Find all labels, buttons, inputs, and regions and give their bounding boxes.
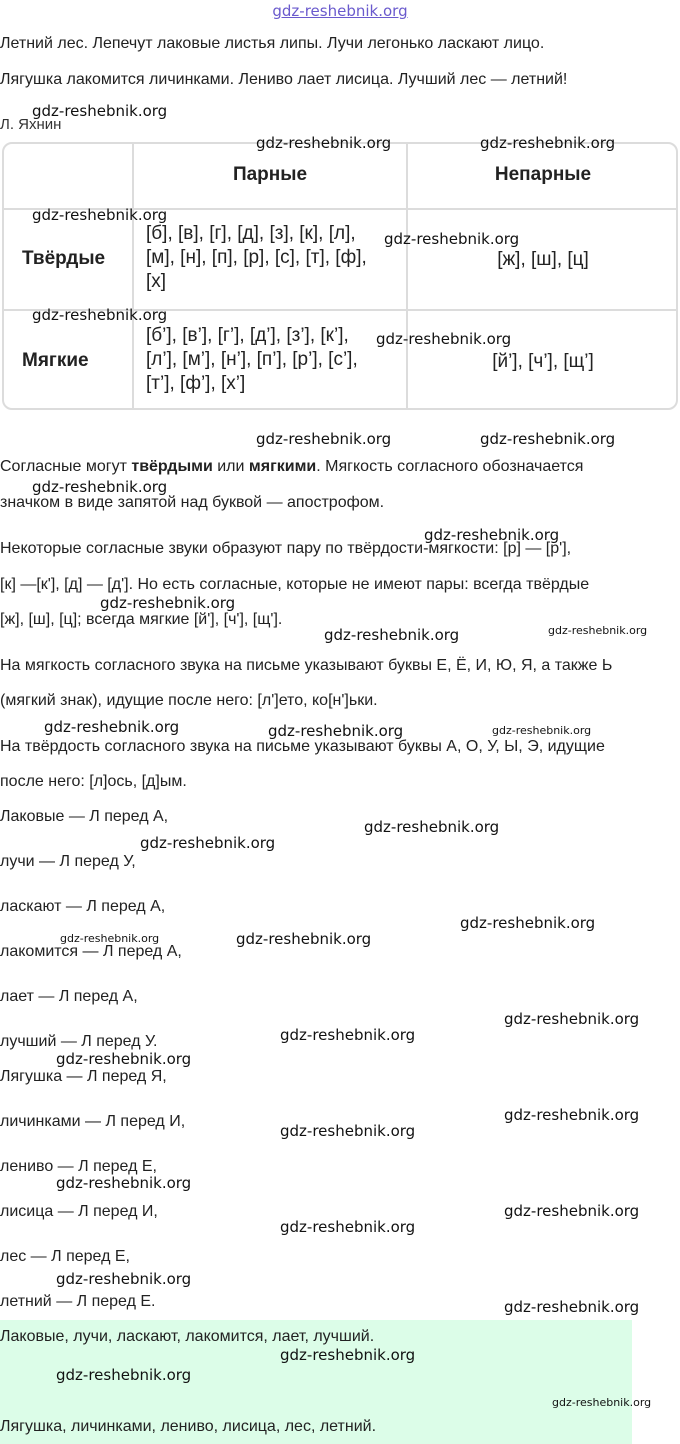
watermark: gdz-reshebnik.org — [256, 430, 392, 448]
watermark: gdz-reshebnik.org — [256, 134, 392, 152]
theory-p2-line-3: [ж], [ш], [ц]; всегда мягкие [й'], [ч'], [щ']. — [0, 611, 283, 628]
header-unpaired: Непарные — [494, 164, 592, 185]
watermark: gdz-reshebnik.org — [552, 1396, 652, 1409]
watermark: gdz-reshebnik.org — [280, 1346, 416, 1364]
watermark: gdz-reshebnik.org — [32, 102, 168, 120]
watermark: gdz-reshebnik.org — [236, 930, 372, 948]
analysis-line: лисица — Л перед И, — [0, 1203, 158, 1220]
watermark: gdz-reshebnik.org — [56, 1174, 192, 1192]
theory-p1-line-1: Согласные могут твёрдыми или мягкими. Мягкость согласного обозначается — [0, 458, 584, 475]
answer-soft-words: Лягушка, личинками, лениво, лисица, лес, летний. — [0, 1418, 377, 1435]
watermark: gdz-reshebnik.org — [324, 626, 460, 644]
analysis-line: Лягушка — Л перед Я, — [0, 1068, 167, 1085]
watermark: gdz-reshebnik.org — [280, 1122, 416, 1140]
watermark: gdz-reshebnik.org — [364, 818, 500, 836]
analysis-line: лакомится — Л перед А, — [0, 943, 182, 960]
watermark: gdz-reshebnik.org — [268, 722, 404, 740]
theory-p4-line-2: после него: [л]ось, [д]ым. — [0, 773, 187, 790]
hard-paired-sounds: [б], [в], [г], [д], [з], [к], [л], [м], [н], [п], [р], [с], [т], [ф], [х] — [146, 223, 367, 292]
analysis-line: ласкают — Л перед А, — [0, 898, 166, 915]
watermark: gdz-reshebnik.org — [376, 330, 512, 348]
soft-paired-sounds: [б’], [в’], [г’], [д’], [з’], [к’], [л’], [м’], [н’], [п’], [р’], [с’], [т’], [ф’], [х’] — [146, 325, 358, 394]
analysis-line: лучи — Л перед У, — [0, 853, 136, 870]
watermark: gdz-reshebnik.org — [140, 834, 276, 852]
soft-unpaired-sounds: [й’], [ч’], [щ’] — [492, 351, 594, 372]
watermark: gdz-reshebnik.org — [100, 594, 236, 612]
watermark: gdz-reshebnik.org — [548, 624, 648, 637]
poem-line-2: Лягушка лакомится личинками. Лениво лает лисица. Лучший лес — летний! — [0, 71, 568, 88]
watermark: gdz-reshebnik.org — [504, 1298, 640, 1316]
watermark: gdz-reshebnik.org — [32, 306, 168, 324]
row-head-hard: Твёрдые — [22, 248, 106, 269]
watermark: gdz-reshebnik.org — [280, 1026, 416, 1044]
poem-line-1: Летний лес. Лепечут лаковые листья липы. Лучи легонько ласкают лицо. — [0, 35, 545, 52]
theory-p4-line-1: На твёрдость согласного звука на письме указывают буквы А, О, У, Ы, Э, идущие — [0, 738, 605, 755]
watermark: gdz-reshebnik.org — [32, 478, 168, 496]
watermark: gdz-reshebnik.org — [504, 1202, 640, 1220]
theory-p3-line-2: (мягкий знак), идущие после него: [л']ето, ко[н']ьки. — [0, 692, 378, 709]
watermark: gdz-reshebnik.org — [492, 724, 592, 737]
watermark: gdz-reshebnik.org — [60, 932, 160, 945]
watermark: gdz-reshebnik.org — [32, 206, 168, 224]
watermark: gdz-reshebnik.org — [44, 718, 180, 736]
analysis-line: Лаковые — Л перед А, — [0, 808, 169, 825]
watermark: gdz-reshebnik.org — [460, 914, 596, 932]
hard-unpaired-sounds: [ж], [ш], [ц] — [497, 249, 589, 270]
watermark: gdz-reshebnik.org — [480, 134, 616, 152]
analysis-line: лес — Л перед Е, — [0, 1248, 130, 1265]
header-paired: Парные — [232, 164, 308, 185]
analysis-line: летний — Л перед Е. — [0, 1293, 156, 1310]
answer-hard-words: Лаковые, лучи, ласкают, лакомится, лает, лучший. — [0, 1328, 375, 1345]
watermark: gdz-reshebnik.org — [56, 1270, 192, 1288]
theory-p3-line-1: На мягкость согласного звука на письме указывают буквы Е, Ё, И, Ю, Я, а также Ь — [0, 657, 613, 674]
watermark: gdz-reshebnik.org — [504, 1010, 640, 1028]
watermark: gdz-reshebnik.org — [56, 1050, 192, 1068]
watermark: gdz-reshebnik.org — [56, 1366, 192, 1384]
poem-author: Л. Яхнин — [0, 116, 62, 133]
analysis-line: лениво — Л перед Е, — [0, 1158, 157, 1175]
theory-p2-line-1: Некоторые согласные звуки образуют пару по твёрдости-мягкости: [р] — [р'], — [0, 540, 572, 557]
consonants-table — [2, 142, 678, 410]
analysis-line: лучший — Л перед У. — [0, 1033, 158, 1050]
watermark: gdz-reshebnik.org — [384, 230, 520, 248]
analysis-line: личинками — Л перед И, — [0, 1113, 186, 1130]
analysis-line: лает — Л перед А, — [0, 988, 138, 1005]
theory-p1-line-2: значком в виде запятой над буквой — апострофом. — [0, 494, 385, 511]
theory-p2-line-2: [к] —[к'], [д] — [д']. Но есть согласные, которые не имеют пары: всегда твёрдые — [0, 576, 590, 593]
site-title-link[interactable]: gdz-reshebnik.org — [272, 2, 408, 20]
row-head-soft: Мягкие — [22, 350, 89, 371]
watermark: gdz-reshebnik.org — [424, 526, 560, 544]
watermark: gdz-reshebnik.org — [504, 1106, 640, 1124]
watermark: gdz-reshebnik.org — [480, 430, 616, 448]
watermark: gdz-reshebnik.org — [280, 1218, 416, 1236]
